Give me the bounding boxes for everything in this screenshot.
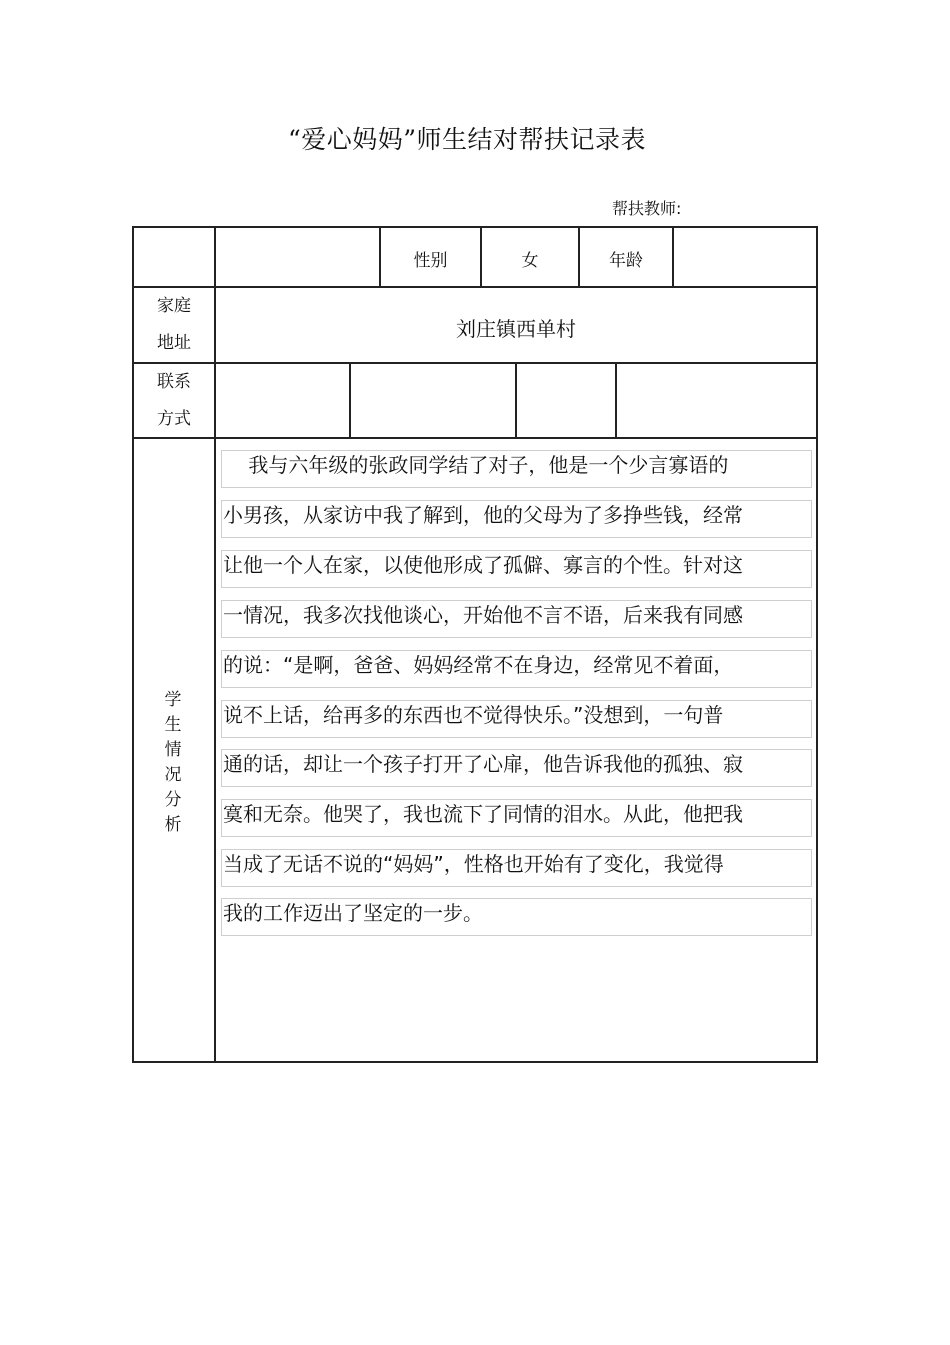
row-divider: [132, 437, 818, 439]
column-divider: [615, 362, 617, 438]
analysis-paragraph-line: 寞和无奈。他哭了，我也流下了同情的泪水。从此，他把我: [223, 802, 743, 826]
analysis-label-char: 况: [164, 765, 182, 785]
gender-label: 性别: [413, 251, 448, 271]
row-divider: [132, 286, 818, 288]
address-label: [134, 288, 214, 362]
row-divider: [132, 362, 818, 364]
column-divider: [214, 226, 216, 1063]
analysis-label-char: 学: [164, 690, 182, 710]
analysis-paragraph-line: 让他一个人在家，以使他形成了孤僻、寡言的个性。针对这: [223, 553, 743, 577]
address-label-line-1: 家庭: [157, 296, 191, 316]
analysis-paragraph-line: 通的话，却让一个孩子打开了心扉，他告诉我他的孤独、寂: [223, 752, 743, 776]
column-divider: [672, 226, 674, 287]
analysis-label: [158, 688, 188, 838]
teacher-label: 帮扶教师:: [612, 199, 682, 218]
contact-label: [134, 364, 214, 438]
analysis-label-char: 分: [164, 790, 182, 810]
analysis-paragraph-line: 一情况，我多次找他谈心，开始他不言不语，后来我有同感: [223, 603, 743, 627]
address-label-line-2: 地址: [157, 333, 191, 353]
address-value: 刘庄镇西单村: [456, 317, 576, 341]
analysis-label-char: 析: [164, 815, 182, 835]
analysis-paragraph-line: 我的工作迈出了坚定的一步。: [223, 901, 483, 925]
record-table: [132, 226, 818, 1063]
page-title: “爱心妈妈”师生结对帮扶记录表: [287, 125, 647, 154]
contact-label-line-2: 方式: [157, 409, 191, 429]
analysis-label-char: 情: [164, 740, 182, 760]
analysis-label-char: 生: [164, 715, 182, 735]
analysis-paragraph-line: 小男孩，从家访中我了解到，他的父母为了多挣些钱，经常: [223, 503, 743, 527]
analysis-paragraph-line: 说不上话，给再多的东西也不觉得快乐。”没想到，一句普: [223, 703, 724, 727]
analysis-paragraph-line: 当成了无话不说的“妈妈”，性格也开始有了变化，我觉得: [223, 852, 724, 876]
age-label: 年龄: [609, 251, 643, 271]
analysis-paragraph-line: 我与六年级的张政同学结了对子，他是一个少言寡语的: [223, 453, 729, 477]
analysis-paragraph-line: 的说：“是啊，爸爸、妈妈经常不在身边，经常见不着面，: [223, 653, 734, 677]
column-divider: [349, 362, 351, 438]
contact-label-line-1: 联系: [157, 372, 191, 392]
gender-value: 女: [521, 251, 539, 271]
column-divider: [515, 362, 517, 438]
